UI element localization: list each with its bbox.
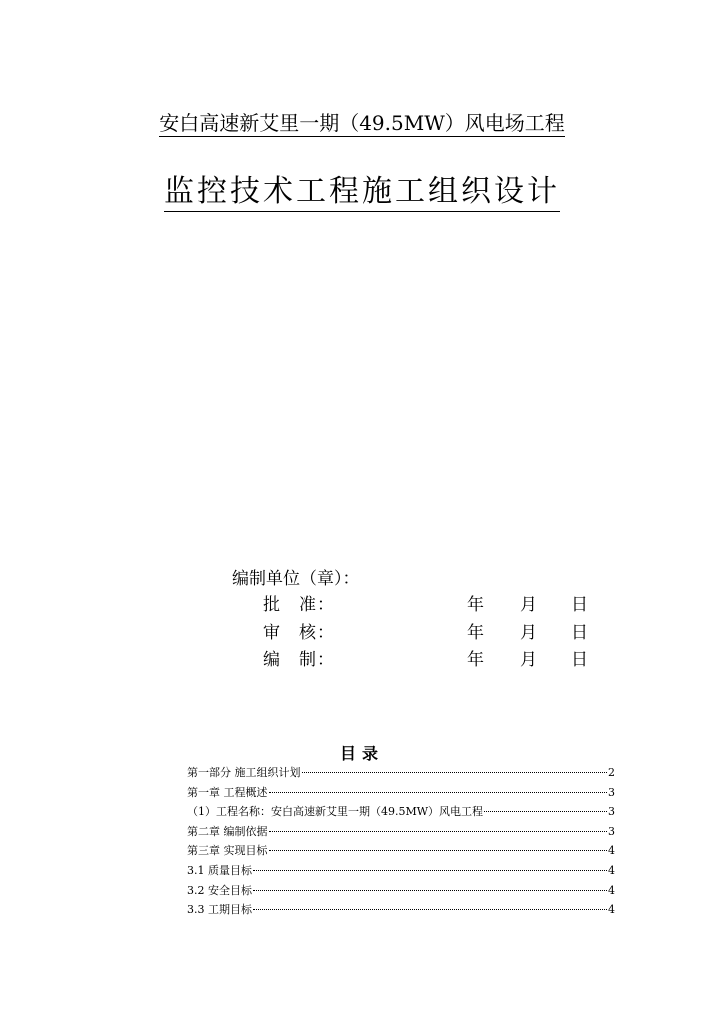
toc-entry[interactable]	[187, 861, 615, 881]
toc-entry[interactable]	[187, 900, 615, 920]
toc-leader-dots	[269, 850, 608, 851]
signoff-row-approve	[0, 592, 724, 618]
toc-leader-dots	[269, 831, 608, 832]
document-title	[0, 172, 724, 212]
toc-entry[interactable]	[187, 783, 615, 803]
toc-entry[interactable]	[187, 822, 615, 842]
toc-entry-page: 3	[608, 785, 615, 799]
signoff-day: 日	[571, 623, 588, 643]
toc-leader-dots	[253, 870, 607, 871]
signoff-role: 审 核：	[263, 623, 335, 643]
signoff-year: 年	[467, 595, 484, 615]
signoff-month: 月	[520, 623, 537, 643]
toc-leader-dots	[269, 792, 608, 793]
toc-title: 目录	[339, 744, 384, 763]
toc-entry-page: 3	[608, 824, 615, 838]
signoff-row-compile	[0, 647, 724, 673]
signoff-month: 月	[520, 595, 537, 615]
toc-entry-label: （1）工程名称：安白高速新艾里一期（49.5MW）风电工程	[187, 805, 484, 819]
toc-leader-dots	[484, 811, 607, 812]
project-title	[0, 108, 724, 138]
toc-leader-dots	[253, 909, 607, 910]
toc-entry-label: 第二章 编制依据	[187, 824, 268, 838]
signoff-day: 日	[571, 650, 588, 670]
toc-entry-page: 4	[608, 863, 615, 877]
document-title-text: 监控技术工程施工组织设计	[164, 174, 560, 212]
toc-entry-label: 第三章 实现目标	[187, 844, 268, 858]
toc-entry-page: 2	[608, 766, 615, 779]
toc-entry-label: 3.1 质量目标	[187, 863, 252, 877]
toc-leader-dots	[302, 772, 608, 773]
signoff-role: 批 准：	[263, 595, 335, 615]
toc-entry-label: 第一章 工程概述	[187, 785, 268, 799]
toc-entry-page: 4	[608, 883, 615, 897]
signoff-month: 月	[520, 650, 537, 670]
signoff-day: 日	[571, 595, 588, 615]
toc-entry[interactable]	[187, 763, 615, 783]
toc-entry-label: 3.2 安全目标	[187, 883, 252, 897]
toc-entry-label: 第一部分 施工组织计划	[187, 766, 301, 779]
toc-entry[interactable]	[187, 841, 615, 861]
toc-entry[interactable]	[187, 802, 615, 822]
signoff-year: 年	[467, 650, 484, 670]
toc-entry-page: 4	[608, 844, 615, 858]
project-title-text: 安白高速新艾里一期（49.5MW）风电场工程	[159, 111, 565, 135]
toc-entry-label: 3.3 工期目标	[187, 903, 252, 917]
compiling-unit-label: 编制单位（章）：	[232, 569, 360, 589]
toc-leader-dots	[253, 890, 607, 891]
toc-entry-page: 3	[608, 805, 615, 819]
signoff-year: 年	[467, 623, 484, 643]
toc-entry-page: 4	[608, 903, 615, 917]
signoff-row-review	[0, 620, 724, 646]
toc-entry[interactable]	[187, 881, 615, 901]
signoff-role: 编 制：	[263, 650, 335, 670]
table-of-contents	[187, 763, 615, 920]
